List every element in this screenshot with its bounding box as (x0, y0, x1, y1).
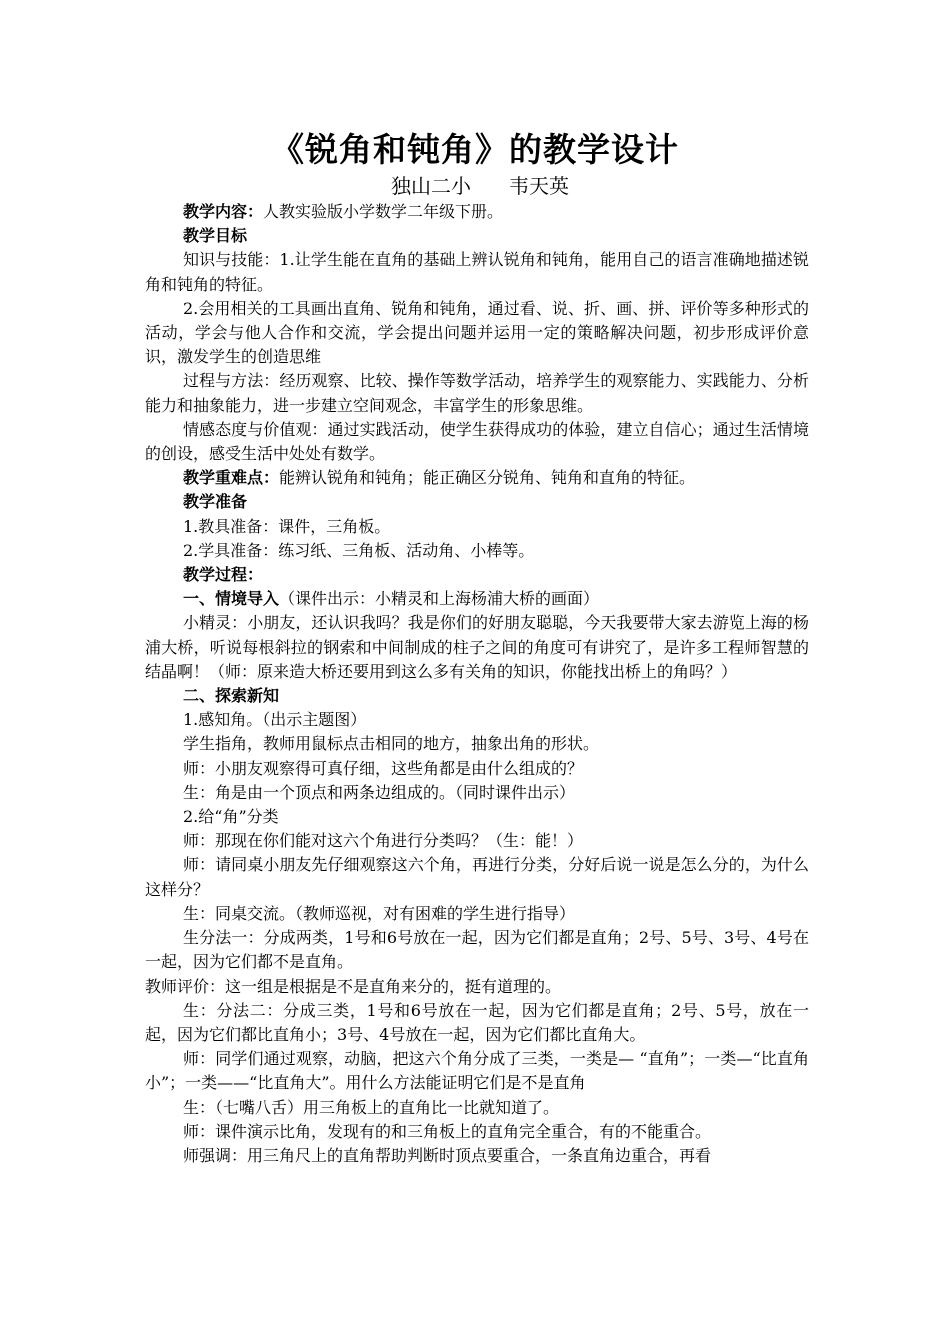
step2-line: 师强调：用三角尺上的直角帮助判断时顶点要重合，一条直角边重合，再看 (183, 1145, 712, 1165)
document-body (145, 200, 809, 1168)
process-heading: 教学过程： (183, 565, 264, 585)
keypoints-text: 能辨认锐角和钝角；能正确区分锐角、钝角和直角的特征。 (279, 468, 696, 488)
goal-knowledge: 知识与技能：1.让学生能在直角的基础上辨认锐角和钝角，能用自己的语言准确地描述锐角和钝角的特征。 (145, 250, 809, 294)
step1-heading-line (145, 587, 809, 611)
step2-line: 生：（七嘴八舌）用三角板上的直角比一比就知道了。 (183, 1097, 560, 1117)
author-name: 韦天英 (509, 174, 569, 198)
author-school: 独山二小 (391, 174, 471, 198)
step2-line: 教师评价：这一组是根据是不是直角来分的，挺有道理的。 (145, 976, 562, 996)
step1-note: （课件出示：小精灵和上海杨浦大桥的画面） (279, 589, 600, 609)
step2-line: 师：那现在你们能对这六个角进行分类吗？（生：能！） (183, 831, 584, 851)
step2-heading: 二、探索新知 (183, 686, 280, 706)
content-paragraph (145, 200, 809, 224)
step2-line: 生：同桌交流。（教师巡视，对有困难的学生进行指导） (183, 903, 576, 923)
goal-emotion: 情感态度与价值观：通过实践活动，使学生获得成功的体验，建立自信心；通过生活情境的创设，感受生活中处处有数学。 (145, 419, 809, 464)
page-title: 《锐角和钝角》的教学设计 (271, 130, 679, 169)
step2-line: 1.感知角。（出示主题图） (183, 710, 367, 730)
goal-process: 过程与方法：经历观察、比较、操作等数学活动，培养学生的观察能力、实践能力、分析能力和抽象能力，进一步建立空间观念，丰富学生的形象思维。 (145, 371, 809, 415)
step2-line: 师：小朋友观察得可真仔细，这些角都是由什么组成的？ (183, 758, 584, 778)
goal-knowledge-2: 2.会用相关的工具画出直角、锐角和钝角，通过看、说、折、画、拼、评价等多种形式的活动，学会与他人合作和交流，学会提出问题并运用一定的策略解决问题，初步形成评价意识，激发学生的创造思维 (145, 298, 809, 367)
step2-line: 师：同学们通过观察，动脑，把这六个角分成了三类，一类是— “直角”；一类—“比直角小”；一类——“比直角大”。用什么方法能证明它们是不是直角 (145, 1049, 809, 1093)
step1-label: 一、情境导入 (183, 589, 280, 609)
step2-line: 生分法一：分成两类，1号和6号放在一起，因为它们都是直角；2号、5号、3号、4号在一起，因为它们都不是直角。 (145, 928, 809, 972)
goals-heading: 教学目标 (183, 226, 248, 246)
content-text: 人教实验版小学数学二年级下册。 (263, 202, 504, 221)
step2-line: 2.给“角”分类 (183, 807, 279, 827)
keypoints-paragraph (145, 466, 809, 490)
prep-item-2: 2.学具准备：练习纸、三角板、活动角、小棒等。 (183, 540, 535, 560)
step2-line: 学生指角，教师用鼠标点击相同的地方，抽象出角的形状。 (183, 734, 600, 754)
content-label: 教学内容： (183, 202, 264, 221)
prep-item-1: 1.教具准备：课件，三角板。 (183, 516, 391, 536)
step2-line: 生：分法二：分成三类，1号和6号放在一起，因为它们都是直角；2号、5号，放在一起，因为它们都比直角小；3号、4号放在一起，因为它们都比直角大。 (145, 1000, 809, 1044)
step2-line: 生：角是由一个顶点和两条边组成的。（同时课件出示） (183, 782, 576, 802)
keypoints-label: 教学重难点： (183, 468, 280, 488)
step1-text: 小精灵：小朋友，还认识我吗？我是你们的好朋友聪聪，今天我要带大家去游览上海的杨浦大桥，听说每根斜拉的钢索和中间制成的柱子之间的角度可有讲究了，是许多工程师智慧的结晶啊！（师：原来造大桥还要用到这么多有关角的知识，你能找出桥上的角吗？） (145, 613, 809, 681)
step2-line: 师：课件演示比角，发现有的和三角板上的直角完全重合，有的不能重合。 (183, 1121, 712, 1141)
author-line (0, 172, 950, 200)
step2-line: 师：请同桌小朋友先仔细观察这六个角，再进行分类，分好后说一说是怎么分的，为什么这样分？ (145, 855, 809, 899)
prep-heading: 教学准备 (183, 492, 248, 512)
